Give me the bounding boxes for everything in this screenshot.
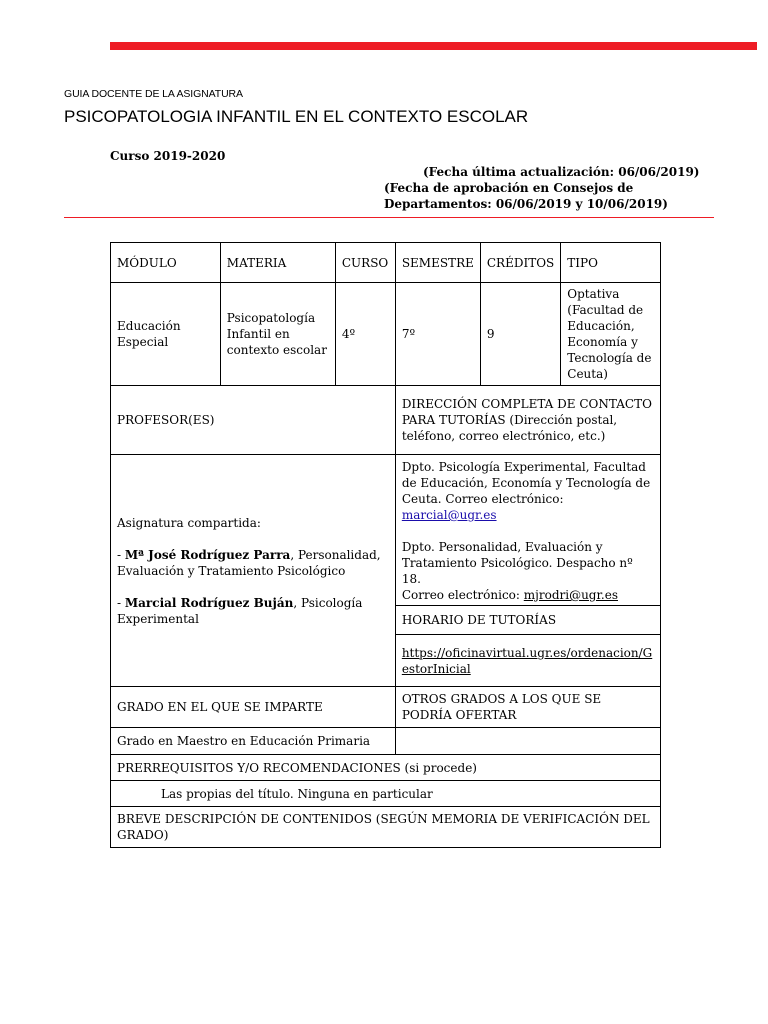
otros-grados-value xyxy=(395,728,660,755)
direccion-label: DIRECCIÓN COMPLETA DE CONTACTO PARA TUTORÍAS (Dirección postal, teléfono, correo electrónico, etc.) xyxy=(395,386,660,455)
horario-label: HORARIO DE TUTORÍAS xyxy=(395,606,660,635)
email-link-marcial[interactable]: marcial@ugr.es xyxy=(401,508,497,522)
profesor-2 xyxy=(117,595,389,627)
header-accent-bar xyxy=(110,42,757,50)
contacto-2 xyxy=(402,539,654,603)
contacto-cell xyxy=(395,455,660,606)
profesor-1-name: Mª José Rodríguez Parra xyxy=(124,547,291,562)
cell-materia: Psicopatología Infantil en contexto escolar xyxy=(220,283,335,386)
profesores-intro: Asignatura compartida: xyxy=(117,515,261,530)
page-title: PSICOPATOLOGIA INFANTIL EN EL CONTEXTO ESCOLAR xyxy=(64,107,529,126)
prerrequisitos-value: Las propias del título. Ninguna en particular xyxy=(111,781,661,807)
contacto-1-text: Dpto. Psicología Experimental, Facultad de Educación, Economía y Tecnología de Ceuta. Correo electrónico: xyxy=(401,460,651,506)
guide-label: GUIA DOCENTE DE LA ASIGNATURA xyxy=(64,88,243,100)
contacto-2-text: Dpto. Personalidad, Evaluación y Tratamiento Psicológico. Despacho nº 18. xyxy=(401,540,633,586)
cell-semestre: 7º xyxy=(395,283,480,386)
cell-modulo: Educación Especial xyxy=(111,283,221,386)
update-date: (Fecha última actualización: 06/06/2019) xyxy=(423,165,700,179)
course-info-table xyxy=(110,242,661,848)
header-curso: CURSO xyxy=(335,243,395,283)
profesor-1-dept: , Personalidad, Evaluación y Tratamiento Psicológico xyxy=(117,547,381,578)
horario-link[interactable]: https://oficinavirtual.ugr.es/ordenacion/GestorInicial xyxy=(401,645,653,676)
grado-label: GRADO EN EL QUE SE IMPARTE xyxy=(111,687,396,728)
contacto-2-email-label: Correo electrónico: xyxy=(401,588,520,602)
profesor-2-prefix: - xyxy=(117,595,125,610)
profesores-label: PROFESOR(ES) xyxy=(111,386,396,455)
header-semestre: SEMESTRE xyxy=(395,243,480,283)
header-creditos: CRÉDITOS xyxy=(480,243,560,283)
header-tipo: TIPO xyxy=(561,243,661,283)
profesores-cell xyxy=(111,455,396,687)
profesor-2-dept: , Psicología Experimental xyxy=(117,595,363,626)
horario-url-cell xyxy=(395,635,660,687)
otros-grados-label: OTROS GRADOS A LOS QUE SE PODRÍA OFERTAR xyxy=(395,687,660,728)
header-divider xyxy=(64,217,714,218)
profesor-1 xyxy=(117,547,389,579)
profesor-2-name: Marcial Rodríguez Buján xyxy=(124,595,294,610)
prerrequisitos-note: (si procede) xyxy=(400,760,477,775)
email-link-mjrodri[interactable]: mjrodri@ugr.es xyxy=(523,588,618,602)
grado-value: Grado en Maestro en Educación Primaria xyxy=(111,728,396,755)
header-modulo: MÓDULO xyxy=(111,243,221,283)
profesor-1-prefix: - xyxy=(117,547,125,562)
cell-creditos: 9 xyxy=(480,283,560,386)
approval-date: (Fecha de aprobación en Consejos de Departamentos: 06/06/2019 y 10/06/2019) xyxy=(384,181,668,211)
table-header-row xyxy=(111,243,661,283)
contacto-1 xyxy=(402,459,654,523)
table-row xyxy=(111,283,661,386)
prerrequisitos-label-text: PRERREQUISITOS Y/O RECOMENDACIONES xyxy=(117,760,401,775)
breve-descripcion-label: BREVE DESCRIPCIÓN DE CONTENIDOS (SEGÚN MEMORIA DE VERIFICACIÓN DEL GRADO) xyxy=(111,807,661,848)
course-year: Curso 2019-2020 xyxy=(110,149,226,163)
cell-tipo: Optativa (Facultad de Educación, Economía y Tecnología de Ceuta) xyxy=(561,283,661,386)
header-materia: MATERIA xyxy=(220,243,335,283)
prerrequisitos-label xyxy=(111,755,661,781)
cell-curso: 4º xyxy=(335,283,395,386)
